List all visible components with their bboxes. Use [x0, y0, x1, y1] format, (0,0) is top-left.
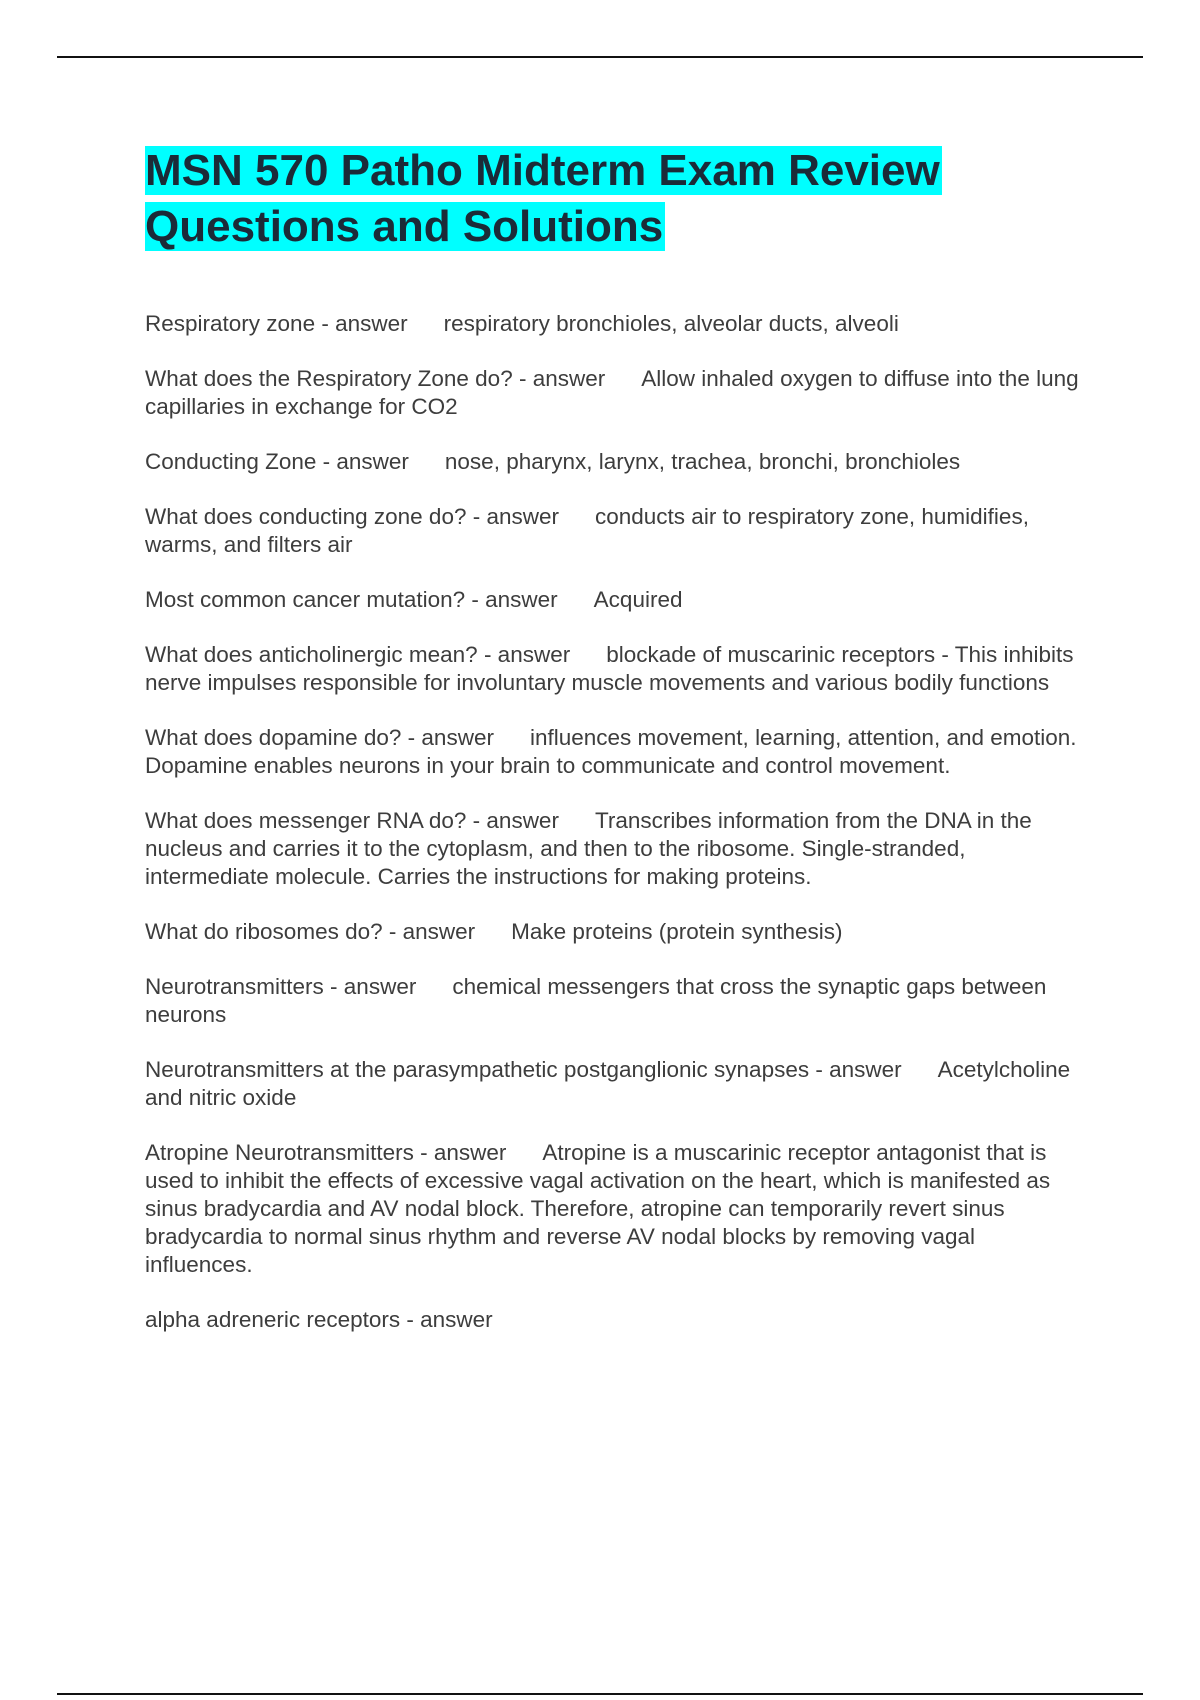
qa-question: What does messenger RNA do? - answer — [145, 808, 559, 833]
qa-item — [145, 1306, 1085, 1334]
qa-item — [145, 310, 1085, 338]
page-title — [145, 143, 1075, 255]
qa-question: What does anticholinergic mean? - answer — [145, 642, 571, 667]
qa-question: Most common cancer mutation? - answer — [145, 587, 558, 612]
qa-answer: respiratory bronchioles, alveolar ducts, alveoli — [443, 311, 899, 336]
qa-question: What do ribosomes do? - answer — [145, 919, 476, 944]
qa-item — [145, 1139, 1085, 1279]
qa-answer: Allow inhaled oxygen to diffuse into the lung capillaries in exchange for CO2 — [145, 366, 1079, 419]
top-divider — [57, 56, 1143, 58]
qa-question: Respiratory zone - answer — [145, 311, 408, 336]
qa-answer: Make proteins (protein synthesis) — [511, 919, 843, 944]
title-line-2: Questions and Solutions — [145, 202, 664, 251]
bottom-divider — [57, 1693, 1143, 1695]
qa-item — [145, 724, 1085, 780]
qa-question: alpha adreneric receptors - answer — [145, 1307, 493, 1332]
qa-answer: influences movement, learning, attention, and emotion. Dopamine enables neurons in your brain to communicate and control movement. — [145, 725, 1077, 778]
qa-item — [145, 918, 1085, 946]
qa-answer: Transcribes information from the DNA in the nucleus and carries it to the cytoplasm, and then to the ribosome. Single-stranded, intermediate molecule. Carries the instructions for making proteins. — [145, 808, 1032, 889]
qa-item — [145, 503, 1085, 559]
qa-question: What does conducting zone do? - answer — [145, 504, 559, 529]
qa-answer: Acquired — [593, 587, 683, 612]
qa-item — [145, 641, 1085, 697]
qa-answer: chemical messengers that cross the synaptic gaps between neurons — [145, 974, 1047, 1027]
qa-item — [145, 586, 1085, 614]
qa-question: Atropine Neurotransmitters - answer — [145, 1140, 507, 1165]
qa-question: What does the Respiratory Zone do? - answer — [145, 366, 606, 391]
qa-answer: blockade of muscarinic receptors - This inhibits nerve impulses responsible for involuntary muscle movements and various bodily functions — [145, 642, 1074, 695]
qa-item — [145, 365, 1085, 421]
qa-item — [145, 448, 1085, 476]
qa-answer: Acetylcholine and nitric oxide — [145, 1057, 1071, 1110]
qa-answer: conducts air to respiratory zone, humidifies, warms, and filters air — [145, 504, 1029, 557]
qa-question: What does dopamine do? - answer — [145, 725, 494, 750]
qa-item — [145, 807, 1085, 891]
qa-item — [145, 1056, 1085, 1112]
qa-list — [145, 310, 1085, 1361]
qa-answer: Atropine is a muscarinic receptor antagonist that is used to inhibit the effects of excessive vagal activation on the heart, which is manifested as sinus bradycardia and AV nodal block. Therefore, atropine can temporarily revert sinus bradycardia to normal sinus rhythm and reverse AV nodal blocks by removing vagal influences. — [145, 1140, 1051, 1277]
qa-answer: nose, pharynx, larynx, trachea, bronchi, bronchioles — [444, 449, 961, 474]
qa-item — [145, 973, 1085, 1029]
qa-question: Neurotransmitters at the parasympathetic postganglionic synapses - answer — [145, 1057, 902, 1082]
qa-question: Neurotransmitters - answer — [145, 974, 417, 999]
qa-question: Conducting Zone - answer — [145, 449, 409, 474]
title-line-1: MSN 570 Patho Midterm Exam Review — [145, 146, 940, 195]
